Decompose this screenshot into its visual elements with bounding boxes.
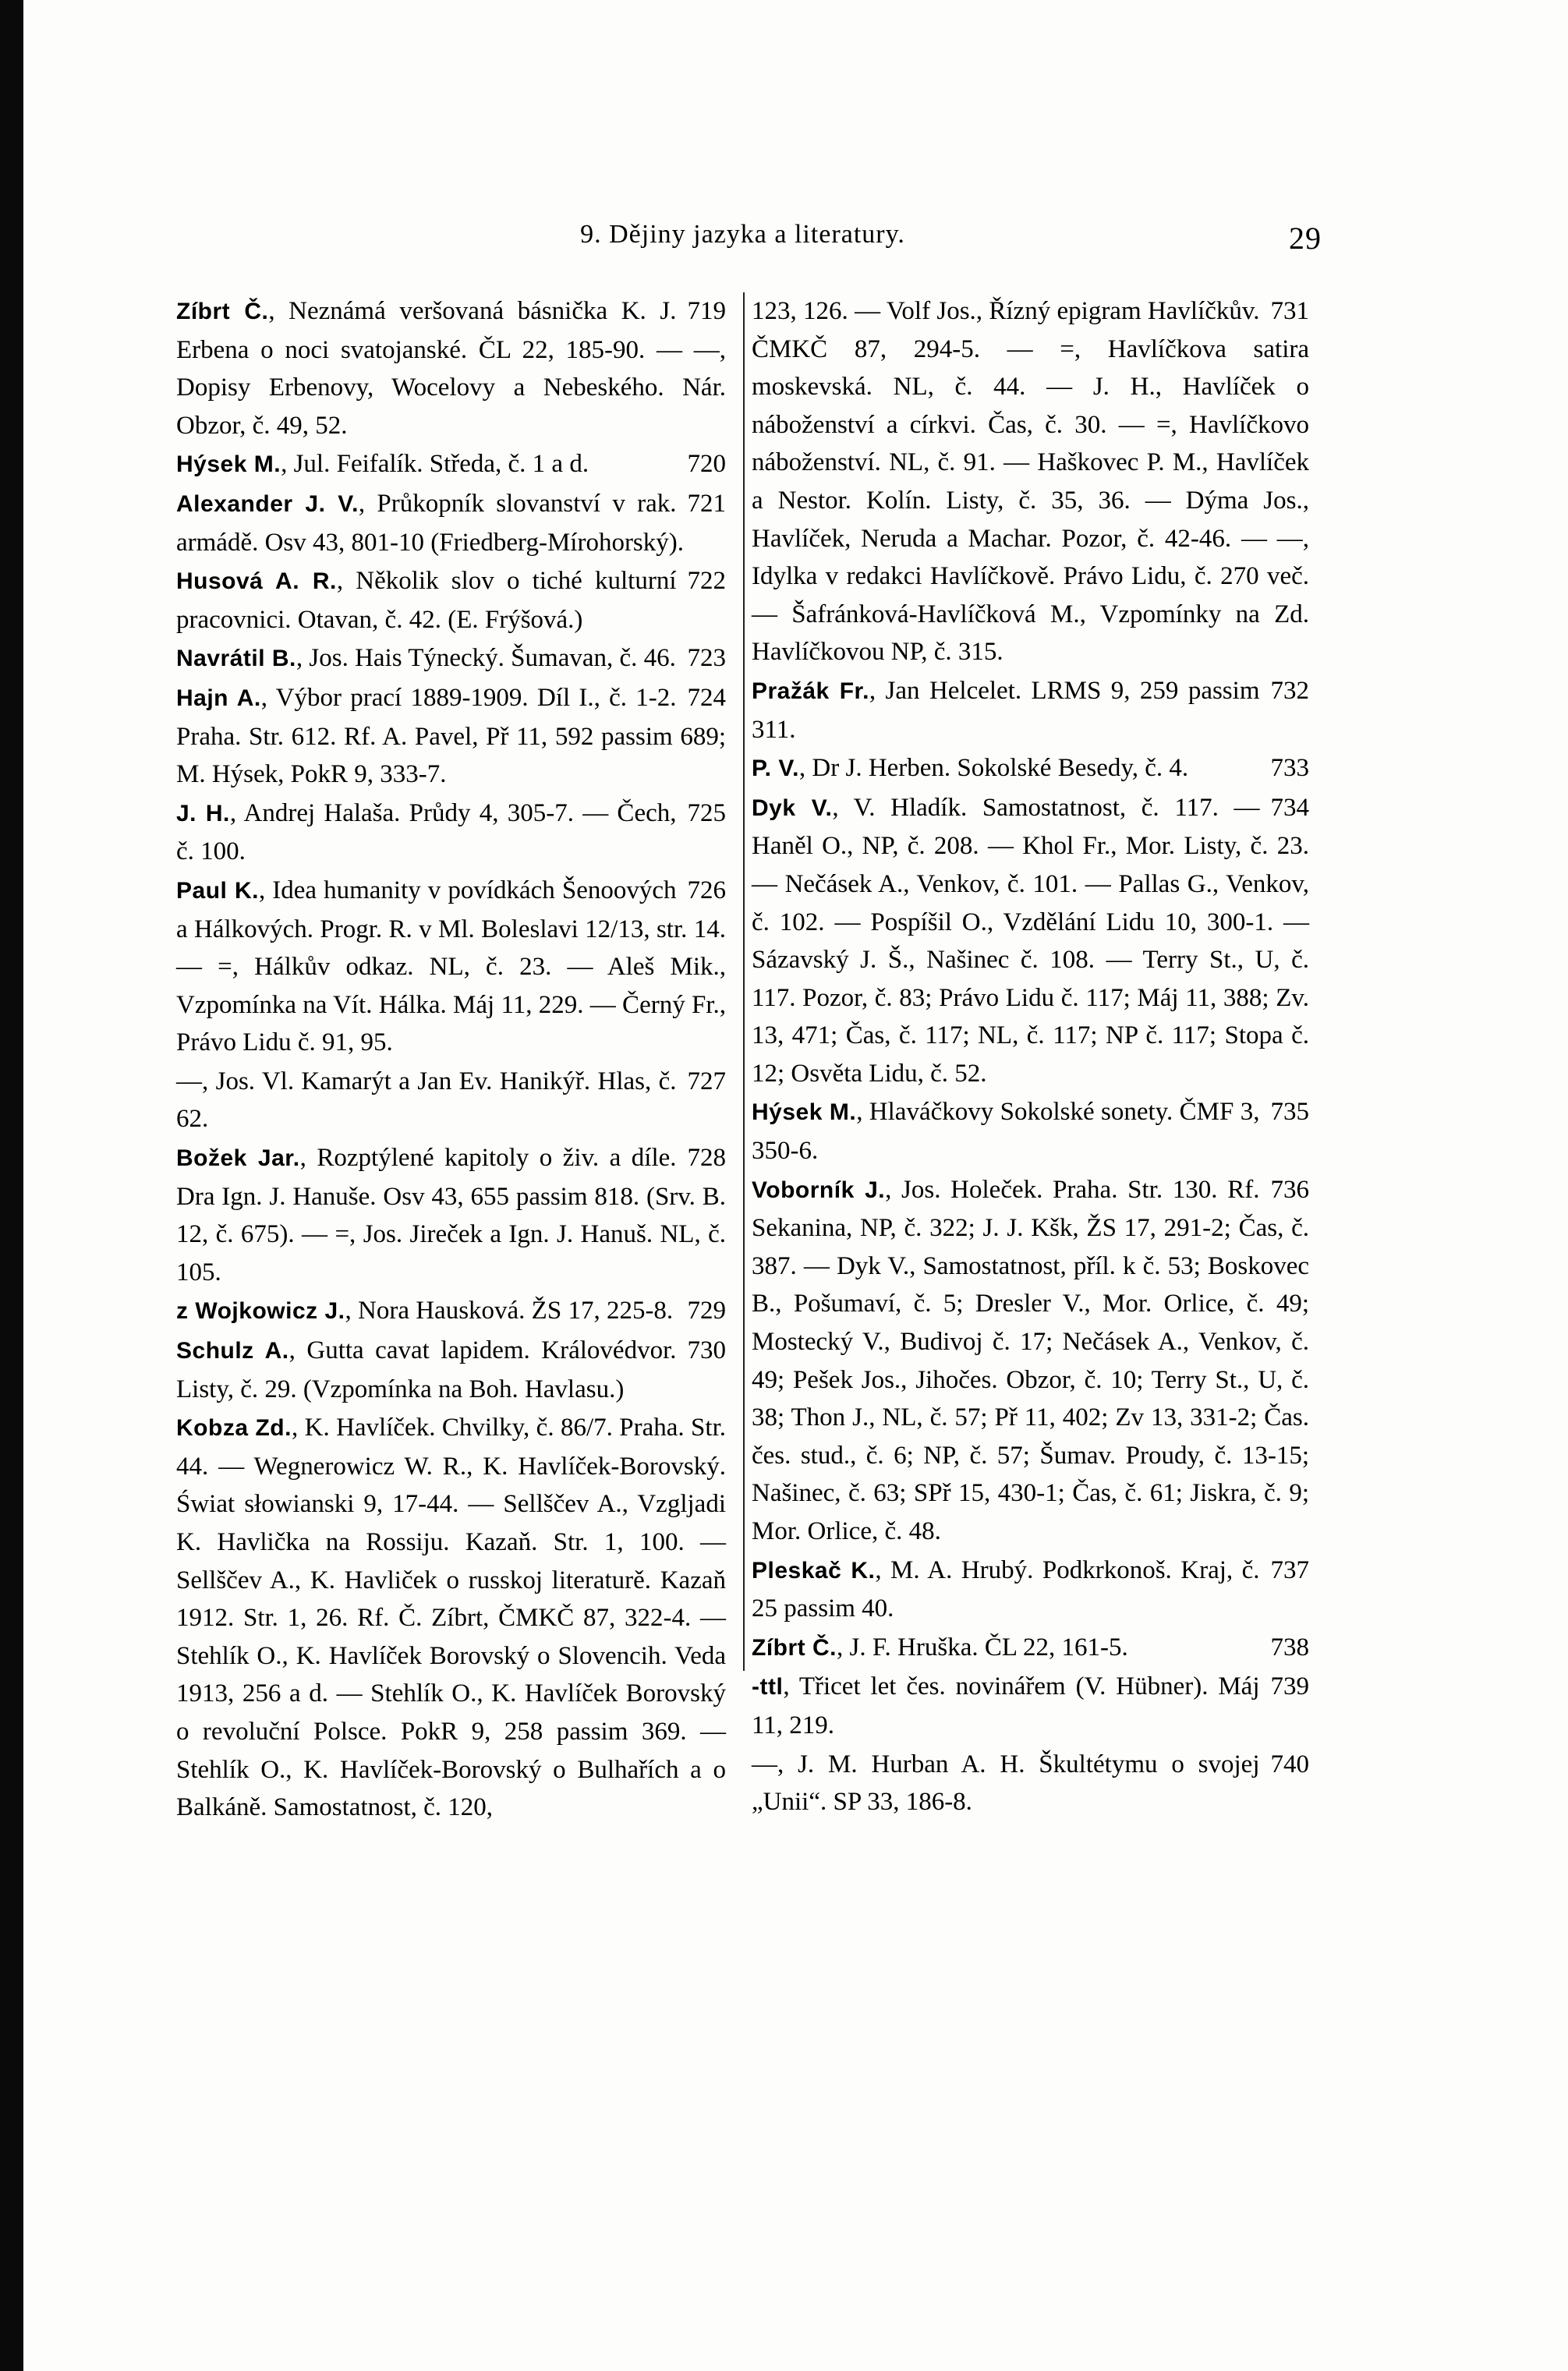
running-header xyxy=(164,220,1322,267)
entry-author: Zíbrt Č. xyxy=(752,1634,837,1661)
bibliography-entry xyxy=(176,872,726,1062)
entry-text: , Nora Hausková. ŽS 17, 225-8. xyxy=(345,1297,674,1325)
entry-author: Pražák Fr. xyxy=(752,678,869,704)
entry-text: , Andrej Halaša. Průdy 4, 305-7. — Čech, č. 100. xyxy=(176,798,677,866)
bibliography-entry xyxy=(752,292,1309,671)
column-divider xyxy=(743,292,745,1671)
left-column xyxy=(176,292,726,1828)
entry-number: 732 xyxy=(1270,676,1309,705)
entry-number: 731 xyxy=(1270,297,1309,325)
entry-text: , V. Hladík. Samostatnost, č. 117. — Haněl O., NP, č. 208. — Khol Fr., Mor. Listy, č. 23. — Nečásek A., Venkov, č. 101. — Pallas G., Venkov, č. 102. — Pospíšil O., Vzdělání Lidu 10, 300-1. — Sázavský J. Š., Našinec č. 108. — Terry St., U, č. 117. Pozor, č. 83; Právo Lidu č. 117; Máj 11, 388; Zv. 13, 471; Čas, č. 117; NL, č. 117; NP č. 117; Stopa č. 12; Osvěta Lidu, č. 52. xyxy=(752,793,1309,1088)
bibliography-entry xyxy=(176,1292,726,1331)
entry-author: Alexander J. V. xyxy=(176,490,359,517)
entry-text: , K. Havlíček. Chvilky, č. 86/7. Praha. Str. 44. — Wegnerowicz W. R., K. Havlíček-Borovský. Świat słowianski 9, 17-44. — Sellščev A., Vzgljadi K. Havlička na Rossiju. Kazaň. Str. 1, 100. — Sellščev A., K. Havliček o russkoj literaturě. Kazaň 1912. Str. 1, 26. Rf. Č. Zíbrt, ČMKČ 87, 322-4. — Stehlík O., K. Havlíček Borovský o Slovencih. Veda 1913, 256 a d. — Stehlík O., K. Havlíček Borovský o revoluční Polsce. PokR 9, 258 passim 369. — Stehlík O., K. Havlíček-Borovský o Bulhařích a o Balkáně. Samostatnost, č. 120, xyxy=(176,1414,726,1822)
entry-number: 738 xyxy=(1270,1633,1309,1661)
bibliography-entry xyxy=(752,1746,1309,1821)
entry-text: , Výbor prací 1889-1909. Díl I., č. 1-2. Praha. Str. 612. Rf. A. Pavel, Př 11, 592 passim 689; M. Hýsek, PokR 9, 333-7. xyxy=(176,683,726,789)
bibliography-entry xyxy=(176,679,726,794)
entry-text: , Jos. Holeček. Praha. Str. 130. Rf. Sekanina, NP, č. 322; J. J. Kšk, ŽS 17, 291-2; Čas, č. 387. — Dyk V., Samostatnost, příl. k č. 53; Boskovec B., Pošumaví, č. 5; Dresler V., Mor. Orlice, č. 49; Mostecký V., Budivoj č. 17; Nečásek A., Venkov, č. 49; Pešek Jos., Jihočes. Obzor, č. 10; Terry St., U, č. 38; Thon J., NL, č. 57; Př 11, 402; Zv 13, 331-2; Čas. čes. stud., č. 6; NP, č. 57; Šumav. Proudy, č. 13-15; Našinec, č. 63; SPř 15, 430-1; Čas, č. 61; Jiskra, č. 9; Mor. Orlice, č. 48. xyxy=(752,1175,1309,1545)
entry-text: , Několik slov o tiché kulturní pracovnici. Otavan, č. 42. (E. Frýšová.) xyxy=(176,567,677,634)
bibliography-entry xyxy=(176,1139,726,1291)
bibliography-entry xyxy=(752,1629,1309,1668)
entry-number: 730 xyxy=(687,1336,726,1365)
entry-number: 728 xyxy=(687,1144,726,1173)
entry-number: 734 xyxy=(1270,793,1309,822)
entry-text: , Hlaváčkovy Sokolské sonety. ČMF 3, 350-6. xyxy=(752,1098,1260,1166)
entry-author: P. V. xyxy=(752,756,799,782)
entry-author: Schulz A. xyxy=(176,1338,289,1364)
entry-text: —, Jos. Vl. Kamarýt a Jan Ev. Hanikýř. Hlas, č. 62. xyxy=(176,1067,677,1134)
entry-number: 736 xyxy=(1270,1175,1309,1204)
bibliography-entry xyxy=(176,562,726,639)
bibliography-entry xyxy=(176,794,726,871)
entry-author: J. H. xyxy=(176,800,230,826)
entry-author: Hýsek M. xyxy=(176,451,281,478)
entry-author: Božek Jar. xyxy=(176,1145,300,1172)
bibliography-entry xyxy=(752,1093,1309,1170)
entry-number: 739 xyxy=(1270,1672,1309,1701)
entry-text: , J. F. Hruška. ČL 22, 161-5. xyxy=(837,1633,1128,1661)
entry-number: 729 xyxy=(687,1297,726,1325)
entry-text: —, J. M. Hurban A. H. Škultétymu o svojej „Unii“. SP 33, 186-8. xyxy=(752,1750,1260,1817)
entry-text: , Neznámá veršovaná básnička K. J. Erbena o noci svatojanské. ČL 22, 185-90. — —, Dopisy Erbenovy, Wocelovy a Nebeského. Nár. Obzor, č. 49, 52. xyxy=(176,297,726,440)
entry-text: , Průkopník slovanství v rak. armádě. Osv 43, 801-10 (Friedberg-Mírohorský). xyxy=(176,489,685,557)
entry-number: 727 xyxy=(687,1067,726,1095)
bibliography-entry xyxy=(176,445,726,484)
entry-author: -ttl xyxy=(752,1674,784,1700)
entry-author: Pleskač K. xyxy=(752,1557,876,1584)
entry-text: , Jul. Feifalík. Středa, č. 1 a d. xyxy=(281,450,589,479)
entry-number: 720 xyxy=(687,450,726,479)
entry-author: Zíbrt Č. xyxy=(176,299,269,324)
bibliography-entry xyxy=(176,292,726,444)
entry-number: 733 xyxy=(1270,754,1309,783)
section-title: 9. Dějiny jazyka a literatury. xyxy=(580,220,905,249)
bibliography-entry xyxy=(176,1409,726,1827)
entry-text: , Třicet let čes. novinářem (V. Hübner). Máj 11, 219. xyxy=(752,1672,1260,1739)
bibliography-entry xyxy=(176,1332,726,1408)
bibliography-entry xyxy=(176,639,726,678)
entry-author: Husová A. R. xyxy=(176,568,337,595)
bibliography-entry xyxy=(752,1668,1309,1744)
bibliography-entry xyxy=(752,749,1309,788)
bibliography-entry xyxy=(176,1063,726,1138)
entry-author: Hajn A. xyxy=(176,685,261,711)
entry-author: Paul K. xyxy=(176,877,259,904)
entry-number: 726 xyxy=(687,876,726,904)
entry-author: Kobza Zd. xyxy=(176,1415,292,1442)
entry-number: 725 xyxy=(687,798,726,827)
scan-border xyxy=(0,0,23,2371)
entry-text: , Gutta cavat lapidem. Královédvor. Listy, č. 29. (Vzpomínka na Boh. Havlasu.) xyxy=(176,1336,677,1403)
entry-number: 722 xyxy=(687,567,726,596)
page-number: 29 xyxy=(1289,221,1322,256)
entry-number: 735 xyxy=(1270,1098,1309,1127)
bibliography-entry xyxy=(752,789,1309,1093)
entry-number: 723 xyxy=(687,644,726,673)
entry-text: , Idea humanity v povídkách Šenoových a Hálkových. Progr. R. v Ml. Boleslavi 12/13, str. 14. — =, Hálkův odkaz. NL, č. 23. — Aleš Mik., Vzpomínka na Vít. Hálka. Máj 11, 229. — Černý Fr., Právo Lidu č. 91, 95. xyxy=(176,876,726,1057)
entry-author: Navrátil B. xyxy=(176,646,296,672)
bibliography-entry xyxy=(176,485,726,561)
bibliography-entry xyxy=(752,1552,1309,1628)
entry-author: z Wojkowicz J. xyxy=(176,1298,345,1325)
bibliography-entry xyxy=(752,672,1309,748)
entry-text: , Rozptýlené kapitoly o živ. a díle. Dra Ign. J. Hanuše. Osv 43, 655 passim 818. (Srv. B. 12, č. 675). — =, Jos. Jireček a Ign. J. Hanuš. NL, č. 105. xyxy=(176,1144,726,1286)
bibliography-entry xyxy=(752,1171,1309,1551)
entry-number: 719 xyxy=(687,297,726,325)
entry-text: , Jan Helcelet. LRMS 9, 259 passim 311. xyxy=(752,676,1260,744)
entry-text: , Dr J. Herben. Sokolské Besedy, č. 4. xyxy=(798,754,1189,783)
entry-author: Dyk V. xyxy=(752,794,833,821)
entry-text: , M. A. Hrubý. Podkrkonoš. Kraj, č. 25 passim 40. xyxy=(752,1555,1260,1623)
entry-author: Hýsek M. xyxy=(752,1099,857,1126)
right-column xyxy=(752,292,1309,1822)
entry-number: 737 xyxy=(1270,1555,1309,1584)
entry-number: 721 xyxy=(687,489,726,518)
entry-number: 740 xyxy=(1270,1750,1309,1778)
entry-text: , Jos. Hais Týnecký. Šumavan, č. 46. xyxy=(296,644,676,673)
entry-number: 724 xyxy=(687,683,726,712)
entry-author: Voborník J. xyxy=(752,1177,886,1203)
entry-text: 123, 126. — Volf Jos., Řízný epigram Havlíčkův. ČMKČ 87, 294-5. — =, Havlíčkova satira moskevská. NL, č. 44. — J. H., Havlíček o náboženství a církvi. Čas, č. 30. — =, Havlíčkovo náboženství. NL, č. 91. — Haškovec P. M., Havlíček a Nestor. Kolín. Listy, č. 35, 36. — Dýma Jos., Havlíček, Neruda a Machar. Pozor, č. 42-46. — —, Idylka v redakci Havlíčkově. Právo Lidu, č. 270 več. — Šafránková-Havlíčková M., Vzpomínky na Zd. Havlíčkovou NP, č. 315. xyxy=(752,297,1309,667)
